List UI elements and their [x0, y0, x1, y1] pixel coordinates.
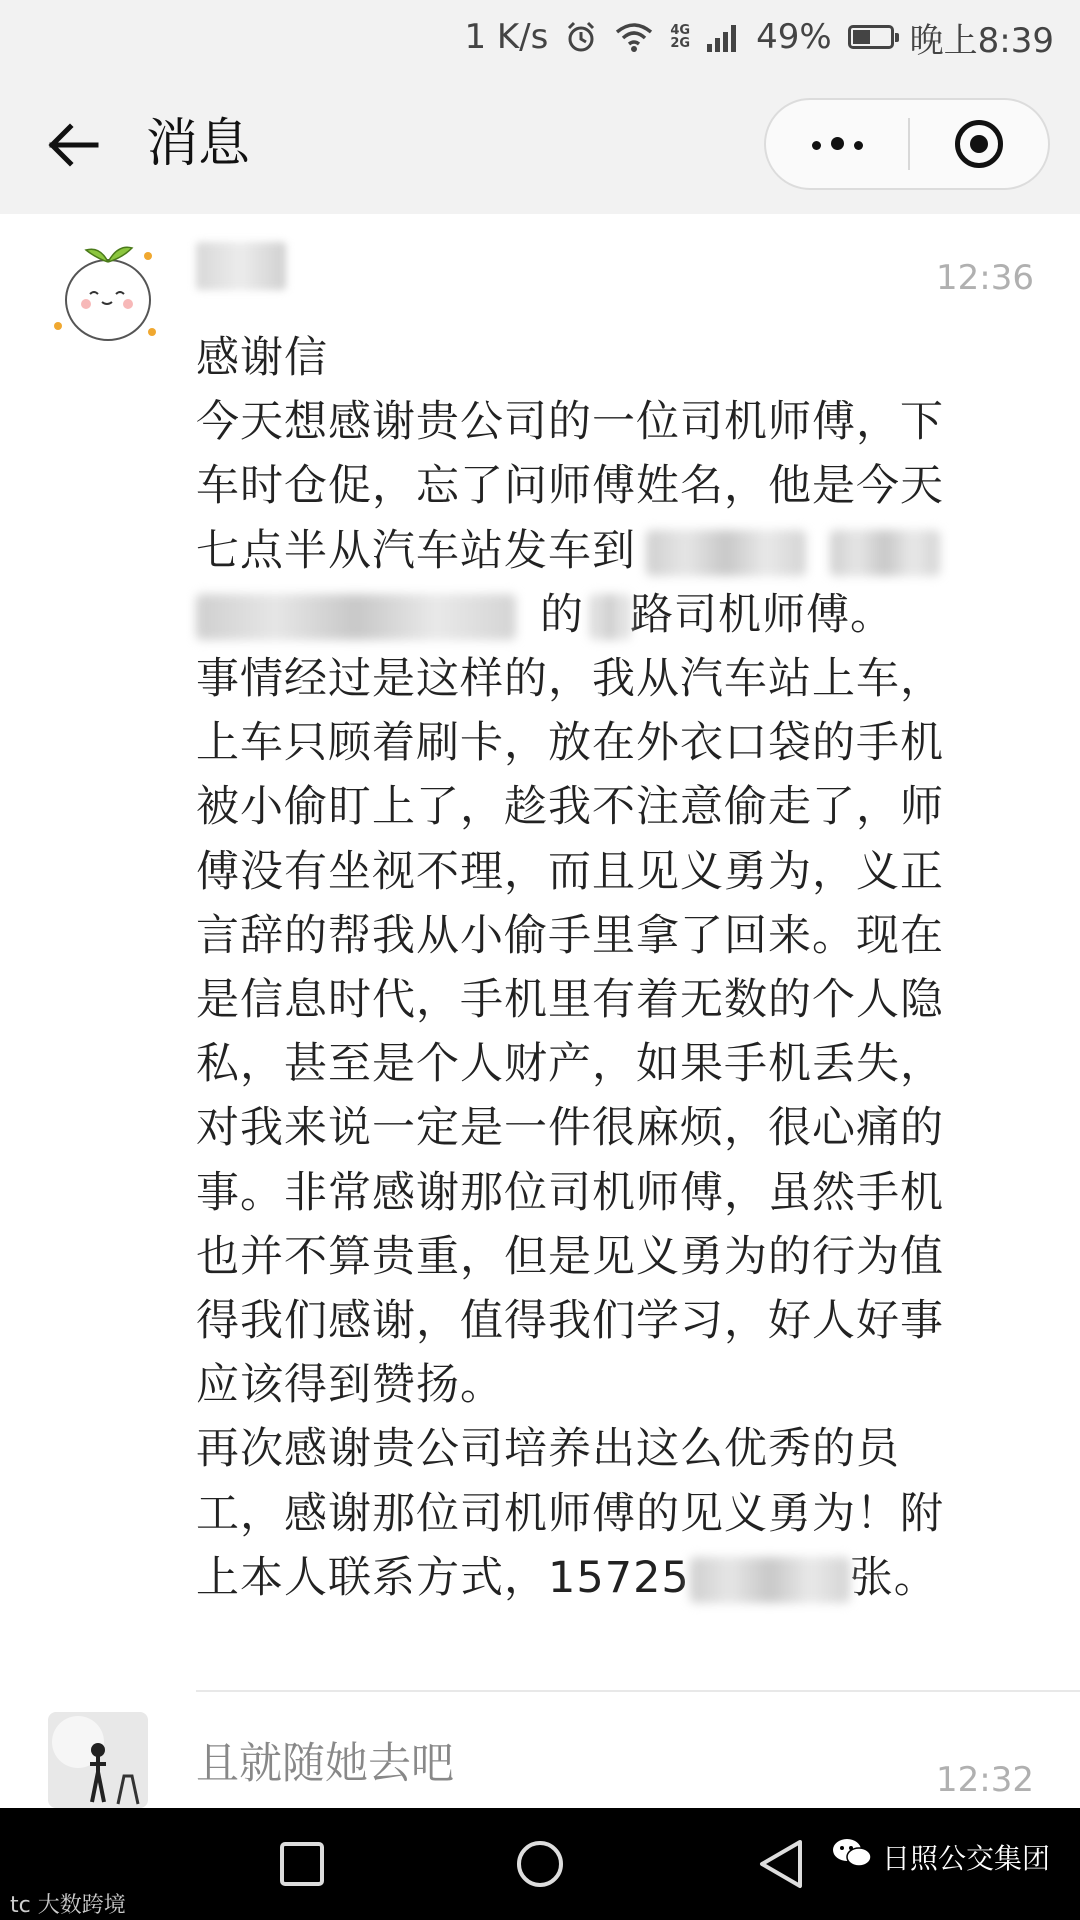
message-line: 车时仓促，忘了问师傅姓名，他是今天	[196, 461, 944, 512]
redacted-text	[590, 594, 630, 640]
back-button[interactable]	[752, 1836, 812, 1892]
more-dots-icon	[807, 135, 868, 154]
message-line: 今天想感谢贵公司的一位司机师傅，下	[196, 397, 944, 448]
message-line: 私，甚至是个人财产，如果手机丢失，	[196, 1039, 944, 1090]
redacted-phone	[690, 1557, 850, 1603]
redacted-text	[830, 530, 940, 576]
wifi-icon	[614, 21, 654, 53]
message-line: 的 路司机师傅。	[196, 583, 1026, 647]
message-preview: 且就随她去吧	[196, 1739, 454, 1789]
message-line: 傅没有坐视不理，而且见义勇为，义正	[196, 846, 944, 897]
message-line: 事。非常感谢那位司机师傅，虽然手机	[196, 1167, 944, 1218]
message-line: 工，感谢那位司机师傅的见义勇为！附	[196, 1488, 944, 1539]
wechat-icon	[832, 1836, 872, 1877]
signal-icon	[706, 22, 740, 52]
network-speed: 1 K/s	[464, 17, 549, 57]
message-line: 也并不算贵重，但是见义勇为的行为值	[196, 1231, 944, 1282]
message-title: 感谢信	[196, 333, 328, 383]
battery-percent: 49%	[756, 17, 832, 57]
message-line: 上本人联系方式，15725 张。	[196, 1552, 938, 1603]
message-list	[0, 214, 1080, 1808]
more-button[interactable]	[766, 100, 908, 188]
message-line: 上车只顾着刷卡，放在外衣口袋的手机	[196, 718, 944, 769]
home-button[interactable]	[510, 1836, 570, 1892]
clock: 晚上8:39	[909, 20, 1054, 61]
mini-program-capsule	[764, 98, 1050, 190]
list-item[interactable]	[0, 1692, 1080, 1808]
message-body	[196, 326, 1026, 1610]
list-item[interactable]	[0, 214, 1080, 1694]
message-line: 被小偷盯上了，趁我不注意偷走了，师	[196, 782, 944, 833]
watermark-right: 日照公交集团	[832, 1836, 1050, 1877]
redacted-text	[646, 530, 806, 576]
app-header	[0, 74, 1080, 214]
battery-icon	[848, 25, 894, 49]
avatar	[48, 236, 164, 352]
status-bar	[0, 0, 1080, 74]
redacted-text	[196, 594, 516, 640]
message-line: 事情经过是这样的，我从汽车站上车，	[196, 654, 944, 705]
watermark-logo-icon: tc	[10, 1893, 31, 1918]
page-title: 消息	[146, 114, 251, 174]
message-line: 再次感谢贵公司培养出这么优秀的员	[196, 1424, 900, 1475]
back-arrow-icon[interactable]	[46, 118, 100, 172]
message-line: 是信息时代，手机里有着无数的个人隐	[196, 975, 944, 1026]
network-type: 4G 2G	[670, 23, 691, 51]
watermark-left: tc 大数跨境	[10, 1893, 126, 1918]
message-line: 得我们感谢，值得我们学习，好人好事	[196, 1296, 944, 1347]
alarm-icon	[564, 20, 598, 54]
close-mini-program-button[interactable]	[910, 100, 1048, 188]
message-line: 言辞的帮我从小偷手里拿了回来。现在	[196, 910, 944, 961]
sender-name-redacted	[196, 242, 286, 290]
message-line: 七点半从汽车站发车到	[196, 519, 1026, 583]
message-time: 12:36	[936, 258, 1034, 298]
message-time: 12:32	[936, 1760, 1034, 1800]
target-circle-icon	[955, 120, 1003, 168]
recent-apps-button[interactable]	[272, 1836, 332, 1892]
avatar	[48, 1712, 148, 1808]
message-line: 应该得到赞扬。	[196, 1360, 504, 1411]
message-line: 对我来说一定是一件很麻烦，很心痛的	[196, 1103, 944, 1154]
